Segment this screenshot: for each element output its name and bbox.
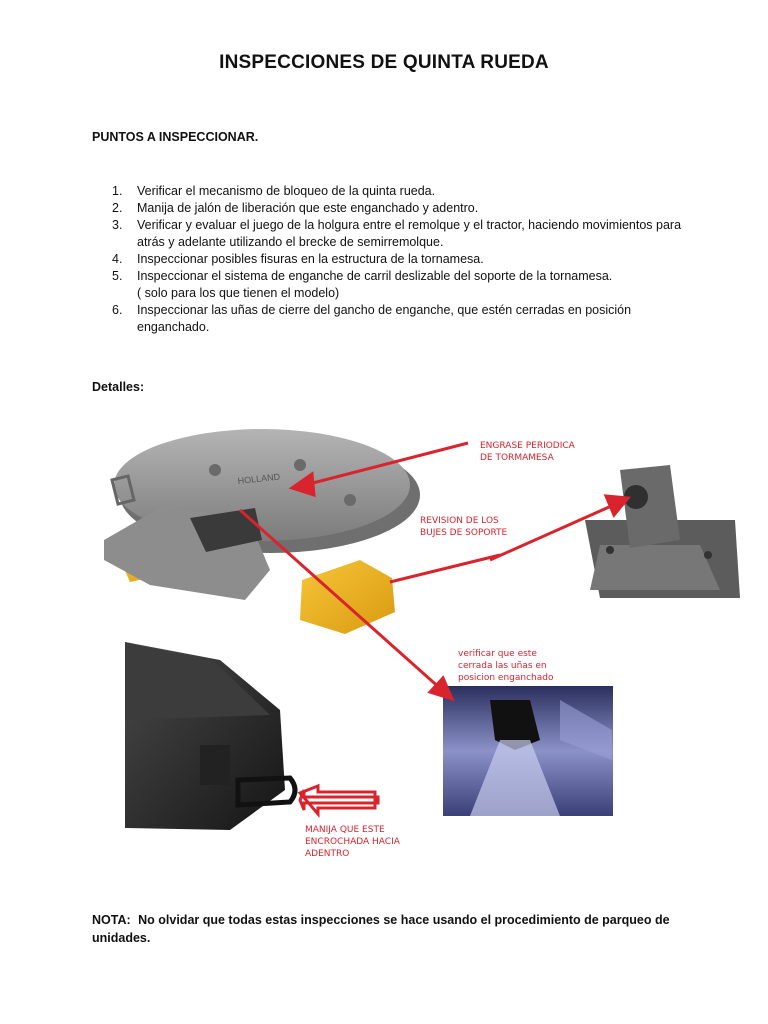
section-heading-points: PUNTOS A INSPECCIONAR.: [92, 130, 259, 144]
callout-line: REVISION DE LOS: [420, 516, 499, 526]
item-text: Manija de jalón de liberación que este enganchado y adentro.: [137, 201, 479, 215]
callout-engrase: [480, 440, 575, 464]
item-number: 3.: [112, 218, 123, 232]
item-number: 1.: [112, 184, 123, 198]
jaw-closeup-photo: [443, 686, 613, 816]
note-label: NOTA:: [92, 913, 131, 927]
handle-closeup-photo: [125, 642, 295, 830]
item-number: 6.: [112, 303, 123, 317]
note-text: No olvidar que todas estas inspecciones se hace usando el procedimiento de parqueo de unidades.: [92, 913, 670, 945]
callout-revision: [420, 515, 507, 539]
item-number: 4.: [112, 252, 123, 266]
item-text: Inspeccionar el sistema de enganche de carril deslizable del soporte de la tornamesa.: [137, 269, 613, 283]
callout-line: BUJES DE SOPORTE: [420, 528, 508, 538]
brand-mark: HOLLAND: [237, 471, 281, 486]
support-bracket-illustration: [585, 465, 740, 598]
callout-line: posicion enganchado: [458, 673, 554, 683]
callout-line: ENCROCHADA HACIA: [305, 837, 400, 847]
page-title: INSPECCIONES DE QUINTA RUEDA: [219, 52, 549, 73]
item-number: 2.: [112, 201, 123, 215]
item-text: Verificar y evaluar el juego de la holgura entre el remolque y el tractor, haciendo movimientos para atrás y adelante utilizando el brecke de semirremolque.: [137, 218, 682, 249]
note-paragraph: [92, 911, 682, 947]
details-heading: Detalles:: [92, 380, 145, 394]
callout-line: ADENTRO: [305, 849, 350, 859]
callout-manija: [305, 824, 400, 860]
callout-line: verificar que este: [458, 649, 537, 659]
item-text: ( solo para los que tienen el modelo): [137, 286, 340, 300]
hollow-arrow-manija: [300, 786, 375, 814]
callout-verificar: [458, 648, 554, 684]
callout-line: MANIJA QUE ESTE: [305, 825, 385, 835]
callout-line: DE TORMAMESA: [480, 453, 554, 463]
item-number: 5.: [112, 269, 123, 283]
callout-line: ENGRASE PERIODICA: [480, 441, 575, 451]
callout-line: cerrada las uñas en: [458, 661, 547, 671]
yellow-support-right: [300, 560, 395, 634]
item-text: Inspeccionar las uñas de cierre del gancho de enganche, que estén cerradas en posición enganchado.: [137, 303, 632, 334]
item-text: Inspeccionar posibles fisuras en la estructura de la tornamesa.: [137, 252, 484, 266]
item-text: Verificar el mecanismo de bloqueo de la quinta rueda.: [137, 184, 436, 198]
